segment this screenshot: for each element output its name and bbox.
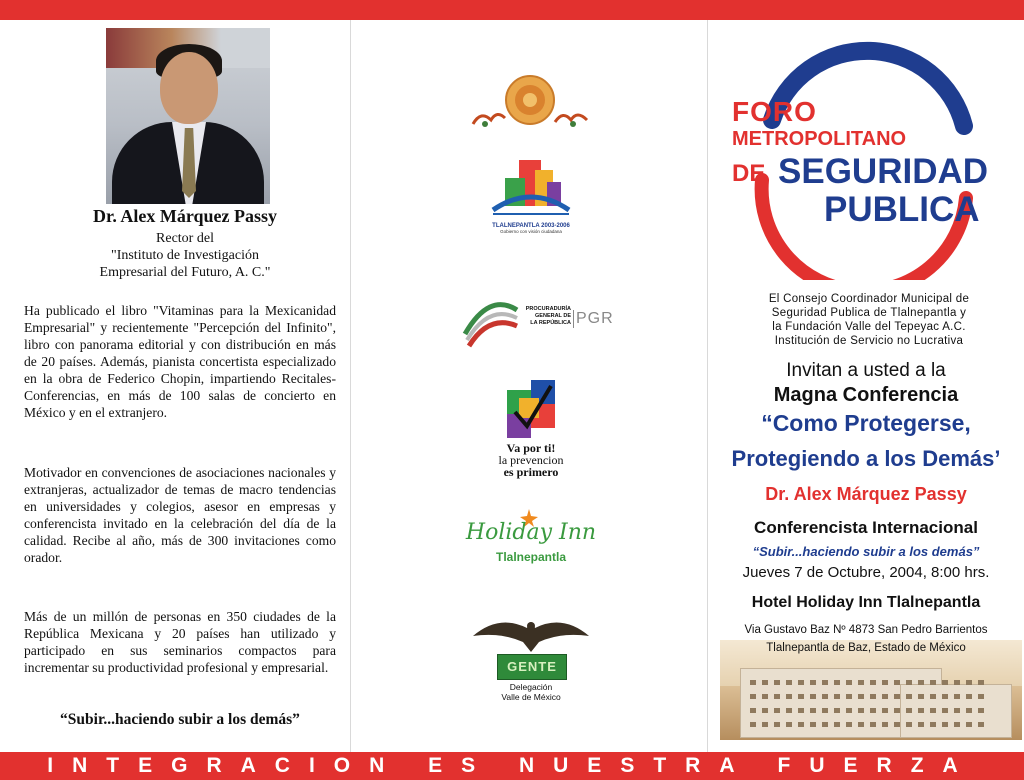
va-por-ti-line: la prevencion bbox=[498, 453, 564, 467]
talk-title-line1: “Como Protegerse, bbox=[761, 410, 971, 436]
holiday-inn-brand: Holiday Inn bbox=[465, 520, 597, 545]
slogan: “Subir...haciendo subir a los demás” bbox=[60, 711, 300, 728]
talk-title-line2: Protegiendo a los Demás’ bbox=[731, 446, 1001, 471]
organizers-line: Institución de Servicio no Lucrativa bbox=[774, 335, 964, 347]
invite-text: Invitan a usted a la bbox=[786, 360, 946, 381]
fundacion-valle-del-tepeyac-seal-icon bbox=[469, 72, 591, 132]
sponsor-logos-panel bbox=[351, 20, 707, 752]
foro-title-line1: FORO bbox=[732, 96, 817, 127]
speaker-portrait-photo bbox=[106, 28, 270, 204]
delegacion-caption bbox=[469, 682, 593, 702]
venue-address-line2: Tlalnepantla de Baz, Estado de México bbox=[766, 642, 966, 654]
gente-badge-text: GENTE bbox=[507, 659, 557, 674]
pgr-caption-line: PROCURADURÍA bbox=[525, 306, 571, 312]
organizers-text bbox=[720, 292, 1018, 348]
va-por-ti-line: Va por ti! bbox=[506, 441, 556, 455]
foro-title-de: DE bbox=[732, 160, 766, 187]
bottom-red-band bbox=[0, 752, 1024, 780]
bio-paragraph: Motivador en convenciones de asociaciones nacionales y extranjeras, actualizador de temas de macro tendencias en universidades y colegios, asesor en empresas y conferencista invitado en la celebración del día de la calidad. Recibe al año, más de 300 invitaciones como orador. bbox=[24, 465, 336, 565]
gente-badge bbox=[497, 654, 567, 680]
foro-title-seguridad: SEGURIDAD bbox=[778, 152, 989, 191]
va-por-ti-checkmark-logo-icon bbox=[481, 380, 581, 490]
holiday-inn-location: Tlalnepantla bbox=[495, 550, 566, 564]
pgr-caption-line: LA REPÚBLICA bbox=[530, 320, 571, 326]
speaker-title-line: Empresarial del Futuro, A. C." bbox=[99, 265, 271, 280]
hotel-building-photo bbox=[720, 640, 1022, 740]
speaker-name: Dr. Alex Márquez Passy bbox=[93, 206, 277, 226]
delegacion-line: Valle de México bbox=[501, 692, 561, 702]
invitation-panel bbox=[708, 20, 1024, 752]
event-datetime: Jueves 7 de Octubre, 2004, 8:00 hrs. bbox=[742, 564, 990, 581]
foro-title-line2: METROPOLITANO bbox=[732, 128, 907, 150]
tlalnepantla-caption: TLALNEPANTLA 2003-2006 bbox=[492, 223, 570, 229]
top-red-band bbox=[0, 0, 1024, 20]
procuraduria-pgr-logo-icon bbox=[459, 290, 614, 350]
tlalnepantla-subcaption: Gobierno con visión ciudadana bbox=[500, 229, 562, 234]
holiday-inn-logo-icon bbox=[451, 508, 611, 572]
venue-address-line1: Via Gustavo Baz Nº 4873 San Pedro Barrientos bbox=[744, 624, 988, 636]
delegacion-line: Delegación bbox=[509, 682, 553, 692]
bio-paragraph: Más de un millón de personas en 350 ciudades de la República Mexicana y 20 países han utilizado y participado en sus seminarios compactos para incrementar su productividad profesional y empresarial. bbox=[24, 609, 336, 675]
pgr-caption bbox=[521, 306, 571, 327]
speaker-role: Conferencista Internacional bbox=[754, 518, 978, 537]
speaker-title-line: Rector del bbox=[156, 231, 214, 246]
speaker-title bbox=[0, 230, 370, 281]
speaker-name-right: Dr. Alex Márquez Passy bbox=[765, 484, 967, 504]
speaker-title-line: "Instituto de Investigación bbox=[110, 248, 260, 263]
eagle-delegacion-logo-icon bbox=[469, 610, 593, 722]
pgr-acronym: PGR bbox=[573, 310, 610, 328]
left-panel bbox=[0, 20, 350, 752]
organizers-line: Seguridad Publica de Tlalnepantla y bbox=[771, 307, 967, 319]
slogan-right: “Subir...haciendo subir a los demás” bbox=[752, 544, 980, 559]
event-type: Magna Conferencia bbox=[773, 384, 959, 406]
tlalnepantla-2003-2006-logo-icon bbox=[491, 156, 571, 234]
va-por-ti-caption bbox=[481, 442, 581, 478]
footer-banner: INTEGRACION ES NUESTRA FUERZA bbox=[47, 754, 977, 777]
organizers-line: El Consejo Coordinador Municipal de bbox=[768, 293, 970, 305]
bio-paragraph: Ha publicado el libro "Vitaminas para la Mexicanidad Empresarial" y recientemente "Percepción del Infinito", libro con panorama editorial y con distribución en más de 20 países. Además, pianista concertista especializado en la obra de Federico Chopin, impartiendo Recitales-Conferencias, en más de 100 salas de concierto en México y en el extranjero. bbox=[24, 303, 336, 420]
va-por-ti-line: es primero bbox=[503, 465, 559, 479]
pgr-caption-line: GENERAL DE bbox=[535, 313, 571, 319]
foro-title-publica: PUBLICA bbox=[824, 190, 980, 229]
venue-name: Hotel Holiday Inn Tlalnepantla bbox=[751, 594, 981, 611]
organizers-line: la Fundación Valle del Tepeyac A.C. bbox=[772, 321, 966, 333]
